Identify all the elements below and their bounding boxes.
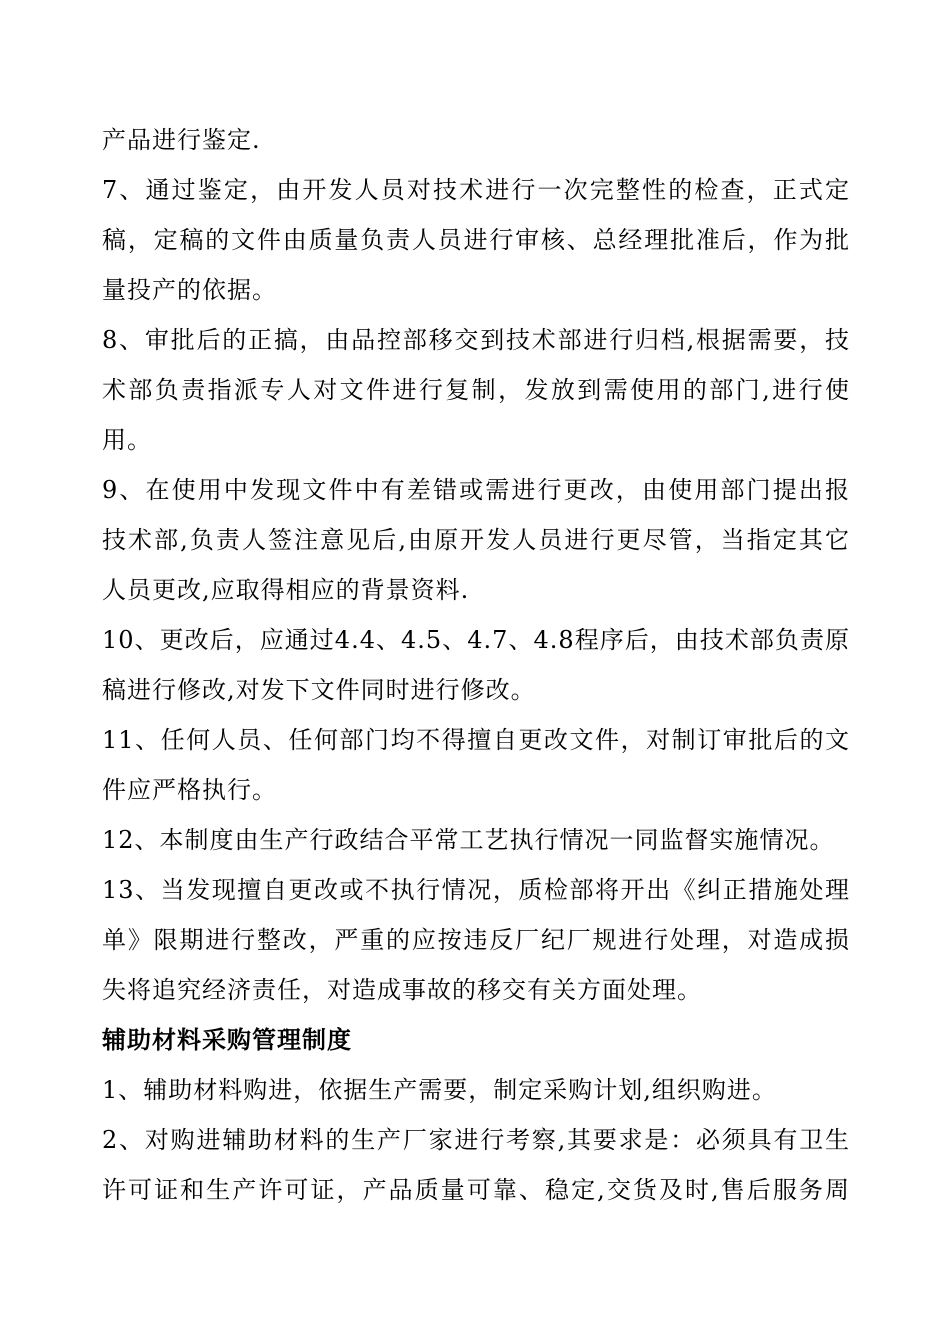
text-line: 量投产的依据。 xyxy=(102,276,277,304)
text-line: 稿，定稿的文件由质量负责人员进行审核、总经理批准后，作为批 xyxy=(102,226,850,254)
text-line: 件应严格执行。 xyxy=(102,776,277,804)
text-line: 12、本制度由生产行政结合平常工艺执行情况一同监督实施情况。 xyxy=(102,826,835,854)
text-line: 7、通过鉴定，由开发人员对技术进行一次完整性的检查，正式定 xyxy=(102,176,850,204)
text-line: 术部负责指派专人对文件进行复制，发放到需使用的部门,进行使 xyxy=(102,376,850,404)
text-line: 10、更改后，应通过4.4、4.5、4.7、4.8程序后，由技术部负责原 xyxy=(102,626,850,654)
text-line: 8、审批后的正搞，由品控部移交到技术部进行归档,根据需要，技 xyxy=(102,326,850,354)
section-heading: 辅助材料采购管理制度 xyxy=(102,1026,352,1054)
text-line: 许可证和生产许可证，产品质量可靠、稳定,交货及时,售后服务周 xyxy=(102,1176,850,1204)
text-line: 人员更改,应取得相应的背景资料. xyxy=(102,576,470,604)
text-line: 13、当发现擅自更改或不执行情况，质检部将开出《纠正措施处理 xyxy=(102,876,850,904)
text-line: 稿进行修改,对发下文件同时进行修改。 xyxy=(102,676,536,704)
text-line: 失将追究经济责任，对造成事故的移交有关方面处理。 xyxy=(102,976,702,1004)
text-line: 1、辅助材料购进，依据生产需要，制定采购计划,组织购进。 xyxy=(102,1076,777,1104)
text-line: 单》限期进行整改，严重的应按违反厂纪厂规进行处理，对造成损 xyxy=(102,926,850,954)
text-line: 11、任何人员、任何部门均不得擅自更改文件，对制订审批后的文 xyxy=(102,726,850,754)
text-line: 用。 xyxy=(102,426,152,454)
text-line: 技术部,负责人签注意见后,由原开发人员进行更尽管，当指定其它 xyxy=(102,526,850,554)
text-line: 产品进行鉴定. xyxy=(102,126,261,154)
text-line: 2、对购进辅助材料的生产厂家进行考察,其要求是：必须具有卫生 xyxy=(102,1126,850,1154)
text-line: 9、在使用中发现文件中有差错或需进行更改，由使用部门提出报 xyxy=(102,476,850,504)
